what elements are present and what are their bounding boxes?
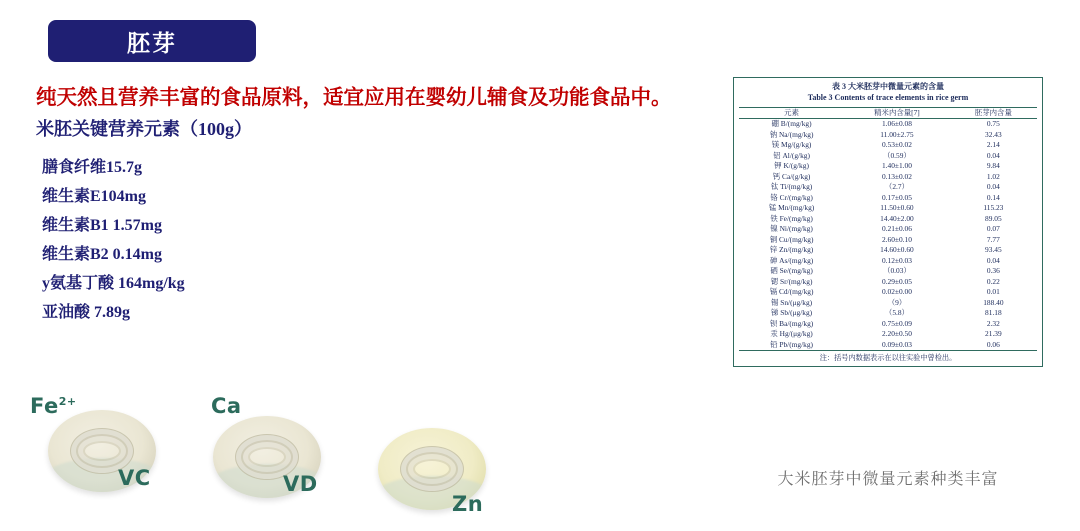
table-cell-value: 1.02	[986, 171, 1000, 181]
table-cell-element: 铅 Pb/(mg/kg)	[739, 340, 844, 351]
table-cell-value: 188.40	[983, 297, 1004, 307]
table-cell-value: （5.8）	[884, 308, 909, 318]
table-header-row	[739, 107, 1037, 119]
table-cell-value: 0.04	[986, 255, 1000, 265]
product-bowl-1	[30, 388, 180, 508]
table-row	[739, 224, 1037, 235]
table-cell-value: 115.23	[983, 203, 1004, 213]
table-row	[739, 266, 1037, 277]
table-cell-element: 镁 Mg/(g/kg)	[771, 140, 812, 150]
table-note: 注：括号内数据表示在以往实验中曾检出。	[819, 354, 957, 363]
table-cell-element: 锰 Mn/(mg/kg)	[768, 203, 815, 213]
nutrient-item: 亚油酸 7.89g	[42, 304, 131, 321]
slide-title: 胚芽	[127, 30, 177, 57]
table-cell-element: 铜 Cu/(mg/kg)	[769, 234, 814, 244]
table-row	[739, 245, 1037, 256]
table-row	[739, 161, 1037, 172]
table-cell-value: 0.12±0.03	[881, 255, 912, 265]
nutrient-block	[36, 120, 696, 321]
table-cell-value: 14.40±2.00	[880, 213, 914, 223]
product-bowl-2	[195, 394, 345, 514]
table-cell-value: 2.60±0.10	[881, 234, 912, 244]
table-cell-element: 钾 K/(g/kg)	[774, 161, 809, 171]
table-row	[739, 140, 1037, 151]
headline-text: 纯天然且营养丰富的食品原料，适宜应用在婴幼儿辅食及功能食品中。	[36, 87, 672, 109]
table-cell-element: 硒 Se/(mg/kg)	[770, 266, 813, 276]
table-row	[739, 298, 1037, 309]
product-label-fe: $Fe^{2+}$	[30, 394, 77, 418]
table-cell-element: 铁 Fe/(mg/kg)	[770, 213, 813, 223]
table-cell-value: 0.13±0.02	[881, 171, 912, 181]
table-cell-value: （9）	[887, 297, 907, 307]
paste-swirl	[400, 446, 464, 492]
table-row	[739, 340, 1037, 351]
table-cell-element: 镉 Cd/(mg/kg)	[769, 287, 814, 297]
trace-element-table-panel	[733, 77, 1043, 367]
table-cell-value: 0.29±0.05	[881, 276, 912, 286]
table-row	[739, 287, 1037, 298]
table-row	[739, 151, 1037, 162]
table-row	[739, 119, 1037, 130]
table-cell-value: 21.39	[985, 329, 1002, 339]
table-cell-value: （2.7）	[884, 182, 909, 192]
table-cell-element: 钠 Na/(mg/kg)	[769, 129, 814, 139]
table-caption: 大米胚芽中微量元素种类丰富	[777, 471, 999, 488]
nutrient-item: 维生素B2 0.14mg	[42, 246, 163, 263]
table-cell-element: 钛 Ti/(mg/kg)	[770, 182, 813, 192]
product-image-group	[20, 378, 520, 518]
table-row	[739, 130, 1037, 141]
table-title-en: Table 3 Contents of trace elements in rice germ	[807, 92, 969, 102]
table-cell-element: 铬 Cr/(mg/kg)	[770, 192, 813, 202]
table-cell-value: 0.21±0.06	[881, 224, 912, 234]
table-row	[739, 308, 1037, 319]
table-cell-value: 0.22	[986, 276, 1000, 286]
table-cell-value: 0.01	[986, 287, 1000, 297]
table-cell-value: 0.36	[986, 266, 1000, 276]
table-cell-value: 0.17±0.05	[881, 192, 912, 202]
table-row	[739, 203, 1037, 214]
table-cell-value: 0.02±0.00	[881, 287, 912, 297]
table-cell-element: 锡 Sn/(μg/kg)	[771, 297, 813, 307]
table-title-cn: 表 3 大米胚芽中微量元素的含量	[832, 82, 944, 91]
table-row	[739, 319, 1037, 330]
table-cell-element: 锌 Zn/(mg/kg)	[769, 245, 814, 255]
table-cell-value: 14.60±0.60	[880, 245, 914, 255]
table-cell-value: （0.03）	[883, 266, 911, 276]
table-cell-value: 9.84	[986, 161, 1000, 171]
table-cell-value: 1.40±1.00	[881, 161, 912, 171]
table-cell-element: 汞 Hg/(μg/kg)	[770, 329, 813, 339]
table-cell-element: 镍 Ni/(mg/kg)	[770, 224, 813, 234]
table-cell-value: 0.75±0.09	[881, 318, 912, 328]
trace-element-table	[739, 107, 1037, 352]
table-row	[739, 329, 1037, 340]
table-body	[739, 119, 1037, 351]
section-label: 米胚关键营养元素（100g）	[36, 119, 252, 139]
table-cell-value: 2.32	[986, 318, 1000, 328]
nutrient-item: y氨基丁酸 164mg/kg	[42, 275, 185, 292]
table-row	[739, 214, 1037, 225]
table-cell-value: 7.77	[986, 234, 1000, 244]
table-row	[739, 172, 1037, 183]
table-row	[739, 193, 1037, 204]
table-cell-element: 钡 Ba/(mg/kg)	[769, 318, 814, 328]
nutrient-item: 维生素E104mg	[42, 188, 147, 205]
table-cell-value: 1.06±0.08	[881, 119, 912, 129]
table-cell-element: 硼 B/(mg/kg)	[771, 119, 812, 129]
table-row	[739, 256, 1037, 267]
table-cell-value: 0.04	[986, 150, 1000, 160]
table-header-cell: 精米内含量[7]	[844, 107, 950, 119]
table-cell-value: 0.06	[950, 340, 1037, 351]
table-row	[739, 235, 1037, 246]
table-cell-value: 81.18	[985, 308, 1002, 318]
nutrient-item: 维生素B1 1.57mg	[42, 217, 163, 234]
table-cell-value: 93.45	[985, 245, 1002, 255]
table-cell-element: 铝 Al/(g/kg)	[773, 150, 810, 160]
product-label-zn: Zn	[452, 492, 484, 516]
product-label-ca: Ca	[211, 394, 242, 418]
table-cell-value: 0.07	[986, 224, 1000, 234]
table-cell-element: 锑 Sb/(μg/kg)	[771, 308, 813, 318]
table-header-cell: 元素	[739, 107, 844, 119]
table-row	[739, 277, 1037, 288]
slide-title-pill	[48, 20, 256, 62]
table-cell-element: 钙 Ca/(g/kg)	[772, 171, 811, 181]
table-cell-value: 11.00±2.75	[880, 129, 914, 139]
table-cell-value: （0.59）	[883, 150, 911, 160]
table-cell-element: 锶 Sr/(mg/kg)	[770, 276, 813, 286]
table-cell-value: 2.14	[986, 140, 1000, 150]
table-row	[739, 182, 1037, 193]
table-cell-value: 0.75	[986, 119, 1000, 129]
table-cell-element: 砷 As/(mg/kg)	[769, 255, 814, 265]
table-cell-value: 0.53±0.02	[881, 140, 912, 150]
product-bowl-3	[360, 406, 510, 526]
table-cell-value: 2.20±0.50	[881, 329, 912, 339]
table-header-cell: 胚芽内含量	[950, 107, 1037, 119]
table-cell-value: 89.05	[985, 213, 1002, 223]
product-label-vc: VC	[118, 466, 151, 490]
table-cell-value: 0.09±0.03	[844, 340, 950, 351]
nutrient-item: 膳食纤维15.7g	[42, 159, 143, 176]
table-cell-value: 11.50±0.60	[880, 203, 914, 213]
table-cell-value: 0.04	[986, 182, 1000, 192]
table-cell-value: 0.14	[986, 192, 1000, 202]
table-cell-value: 32.43	[985, 129, 1002, 139]
product-label-vd: VD	[283, 472, 318, 496]
